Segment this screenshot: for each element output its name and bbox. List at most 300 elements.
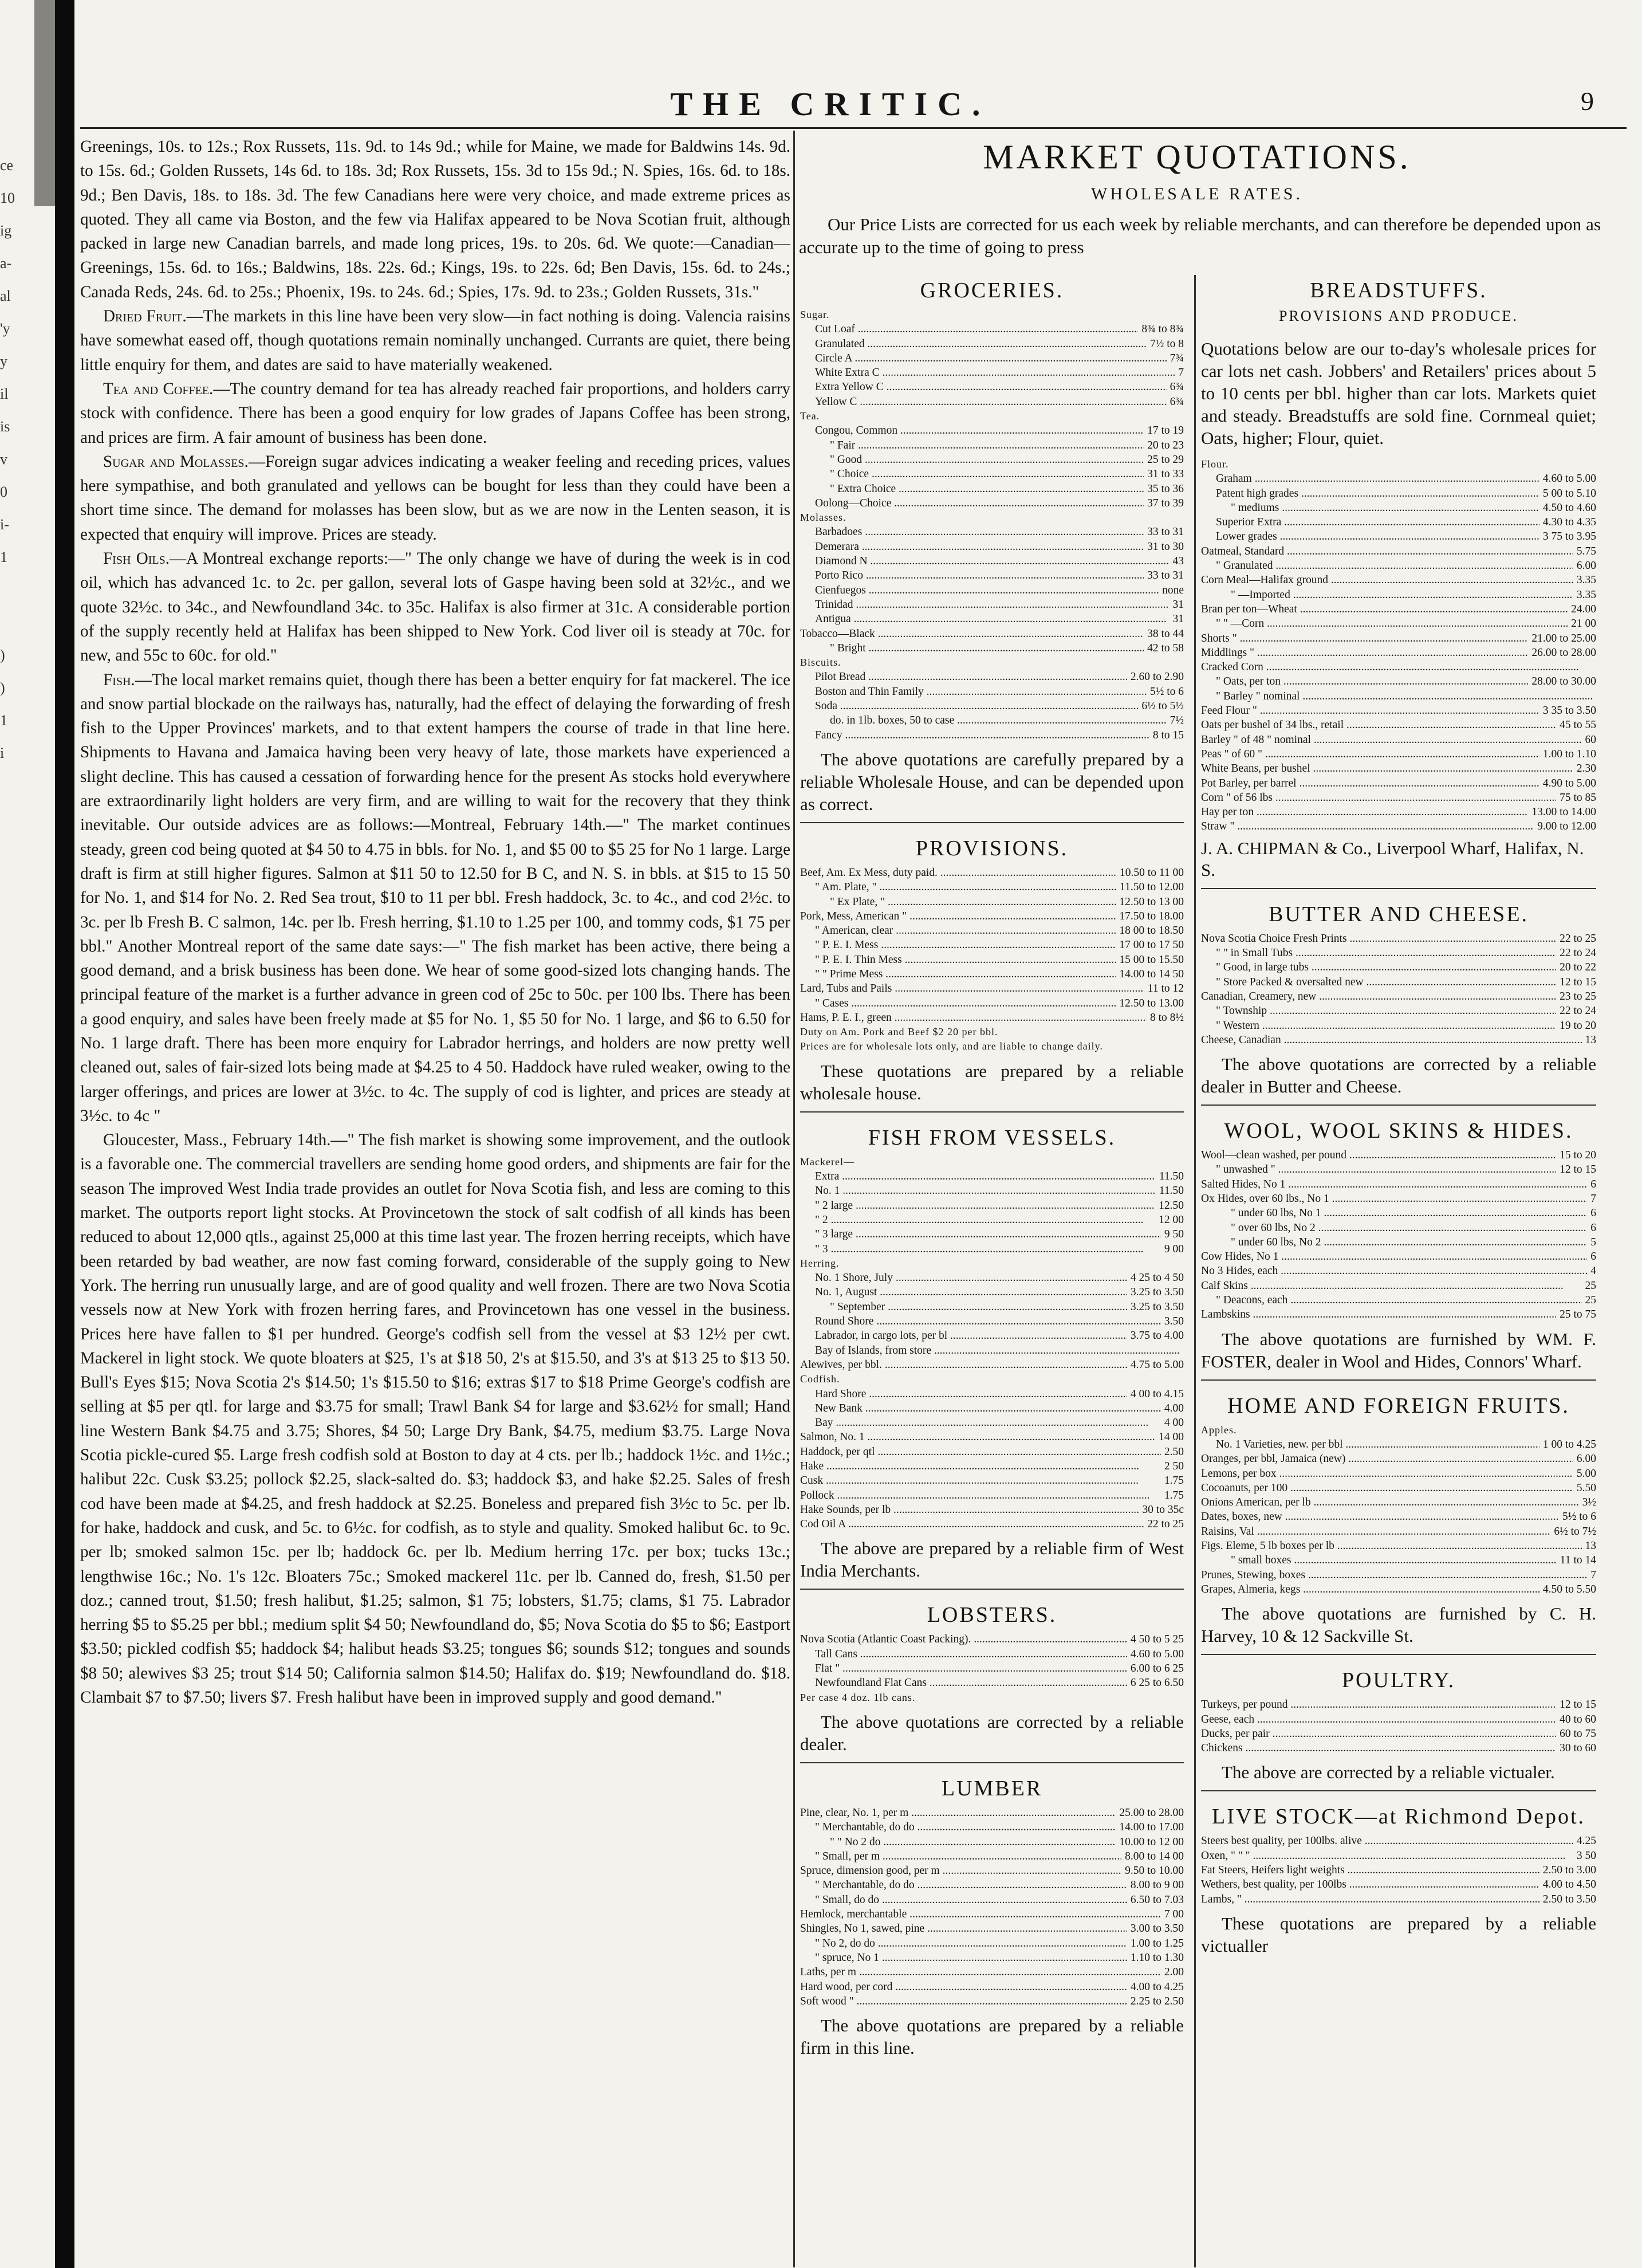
item-name: No. 1 ..... (800, 1184, 1156, 1198)
report-paragraph (80, 377, 790, 450)
item-price: 6 (1590, 1207, 1596, 1220)
price-row (1201, 1712, 1596, 1727)
breadstuffs-table (1201, 457, 1596, 834)
item-price: 4.60 to 5.00 (1542, 473, 1596, 485)
item-price: 22 to 24 (1560, 947, 1596, 960)
section-note: These quotations are prepared by a reliable wholesale house. (800, 1060, 1184, 1103)
section-note: The above are corrected by a reliable victualer. (1222, 1762, 1555, 1783)
item-name: Flat " ..... (800, 1661, 1127, 1676)
price-row (800, 1445, 1184, 1459)
item-name: Oxen, " " " ..... (1201, 1849, 1573, 1863)
item-price: 6 (1590, 1251, 1596, 1263)
item-name: Per case 4 doz. 1lb cans. (800, 1691, 916, 1703)
item-name: Barley " of 48 " nominal ..... (1201, 733, 1582, 747)
item-name: No. 1 Shore, July ..... (800, 1271, 1127, 1285)
item-price: 3.25 to 3.50 (1130, 1286, 1184, 1299)
section-title: LOBSTERS. (927, 1603, 1057, 1628)
price-row (800, 365, 1184, 380)
price-row (800, 1878, 1184, 1892)
price-row (1201, 1249, 1596, 1264)
price-row (1201, 1697, 1596, 1712)
item-name: Nova Scotia (Atlantic Coast Packing). ..... (800, 1632, 1127, 1646)
price-row (800, 1011, 1184, 1025)
item-price: 11.50 (1159, 1185, 1184, 1197)
divider (800, 1762, 1184, 1763)
item-price: 3.35 (1576, 574, 1596, 587)
item-name: " under 60 lbs, No 2 ..... (1201, 1235, 1587, 1249)
item-name: Congou, Common ..... (800, 423, 1144, 438)
item-price: 4 50 to 5 25 (1130, 1633, 1184, 1646)
price-row (1201, 1307, 1596, 1322)
price-row (1201, 1539, 1596, 1553)
item-name: " mediums ..... (1201, 501, 1539, 515)
margin-fragment: i- (0, 516, 9, 533)
paragraph-lead: Sugar and Molasses. (103, 452, 249, 471)
price-row (1201, 1553, 1596, 1567)
item-name: Prices are for wholesale lots only, and are liable to change daily. (800, 1040, 1103, 1052)
item-name: Lemons, per box ..... (1201, 1467, 1573, 1481)
item-name: Hemlock, merchantable ..... (800, 1907, 1161, 1921)
item-price: 25 (1585, 1294, 1596, 1307)
item-price: 13 (1585, 1540, 1596, 1552)
section-title: BUTTER AND CHEESE. (1268, 902, 1529, 926)
price-row (800, 1039, 1184, 1054)
price-row (800, 1980, 1184, 1994)
item-name: Salmon, No. 1 ..... (800, 1430, 1155, 1444)
item-name: " " No 2 do ..... (800, 1835, 1116, 1849)
groceries-table (800, 308, 1184, 742)
wholesaler-credit: J. A. CHIPMAN & Co., Liverpool Wharf, Halifax, N. S. (1201, 838, 1584, 880)
margin-fragment: 1 (0, 712, 7, 729)
price-row (800, 308, 1184, 322)
item-price: 30 to 35c (1142, 1503, 1184, 1516)
item-name: Lard, Tubs and Pails ..... (800, 981, 1144, 996)
item-name: " 2 ..... (800, 1213, 1155, 1227)
item-price: 9 00 (1164, 1243, 1184, 1255)
item-price: 4.00 (1164, 1402, 1184, 1414)
price-row (800, 866, 1184, 880)
item-name: Haddock, per qtl ..... (800, 1445, 1161, 1459)
item-price: 9.50 to 10.00 (1125, 1865, 1184, 1877)
price-row (1201, 1206, 1596, 1220)
item-name: " small boxes ..... (1201, 1553, 1557, 1567)
divider (1201, 888, 1596, 889)
item-name: Cusk ..... (800, 1473, 1161, 1488)
item-price: 12 to 15 (1560, 1164, 1596, 1176)
item-price: 4.90 to 5.00 (1542, 777, 1596, 789)
section-title: HOME AND FOREIGN FRUITS. (1227, 1393, 1570, 1418)
price-row (800, 510, 1184, 525)
masthead: THE CRITIC. (670, 85, 991, 123)
price-row (800, 1358, 1184, 1372)
section-note: These quotations are prepared by a reliable victualler (1201, 1913, 1596, 1956)
item-price: 1.00 to 1.10 (1542, 748, 1596, 760)
item-name: White Beans, per bushel ..... (1201, 761, 1573, 776)
price-row (1201, 1019, 1596, 1033)
price-row (1201, 674, 1596, 689)
item-price: 4.25 (1576, 1835, 1596, 1848)
item-price (1180, 409, 1184, 423)
price-row (800, 409, 1184, 423)
price-row (1201, 1510, 1596, 1524)
price-row (800, 1632, 1184, 1646)
item-price: 26.00 to 28.00 (1531, 646, 1596, 659)
item-price: 3½ (1582, 1496, 1596, 1509)
margin-fragment: il (0, 386, 9, 402)
price-row (800, 923, 1184, 938)
price-row (800, 1372, 1184, 1386)
lumber-section (800, 1776, 1184, 2059)
divider (800, 1111, 1184, 1113)
item-price: 7 (1178, 367, 1184, 379)
paragraph-text: Greenings, 10s. to 12s.; Rox Russets, 11s. 9d. to 14s 9d.; while for Maine, we made for Baldwins 14s. 9d. to 15s. 6d.; Golden Russets, 14s 6d. to 18s. 3d; Rox Russets, 15s. 3d to 15s 9d.; N. Spies, 16s. 6d. to 18s. 9d.; Ben Davis, 18s. to 18s. 3d. The few Canadians here were very choice, and made extreme prices as quoted. They all came via Boston, and the few via Halifax appeared to be Nova Scotian fruit, although packed in large new Canadian barrels, and made long prices, 19s. to 20s. 6d. We quote:—Canadian—Greenings, 15s. 6d. to 16s.; Baldwins, 18s. 22s. 6d.; Kings, 19s. to 22s. 6d; Ben Davis, 15s. 6d. to 24s.; Canada Reds, 24s. 6d. to 25s.; Phoenix, 19s. to 24s. 6d.; Spies, 17s. 9d. to 23s.; Golden Russets, 31s." (80, 137, 790, 301)
item-name: Hay per ton ..... (1201, 805, 1528, 819)
item-price: 11.50 (1159, 1170, 1184, 1183)
item-price: 13 (1585, 1033, 1596, 1046)
item-name: " Merchantable, do do ..... (800, 1878, 1127, 1892)
item-price: 37 to 39 (1147, 497, 1184, 509)
item-price: 2.60 to 2.90 (1130, 671, 1184, 683)
margin-fragment: ce (0, 157, 14, 174)
fish-vessels-table (800, 1155, 1184, 1532)
item-price: 3.35 (1576, 588, 1596, 601)
price-row (800, 568, 1184, 583)
item-name: Raisins, Val ..... (1201, 1524, 1550, 1539)
item-name: Cocoanuts, per 100 ..... (1201, 1481, 1573, 1495)
price-row (800, 627, 1184, 641)
price-row (800, 337, 1184, 351)
item-name: Turkeys, per pound ..... (1201, 1697, 1556, 1712)
price-row (1201, 761, 1596, 776)
item-name: Graham ..... (1201, 471, 1539, 486)
item-price: 6¾ (1170, 395, 1184, 408)
item-price: 2.50 to 3.50 (1542, 1893, 1596, 1905)
item-price: 3 35 to 3.50 (1542, 705, 1596, 717)
item-price: 5.50 (1576, 1481, 1596, 1494)
price-row (800, 453, 1184, 467)
item-name: " Oats, per ton ..... (1201, 674, 1528, 689)
divider (1201, 1654, 1596, 1655)
price-row (1201, 960, 1596, 974)
item-price: 9.00 to 12.00 (1537, 820, 1596, 833)
price-row (1201, 501, 1596, 515)
price-row (1201, 819, 1596, 834)
price-row (1201, 1148, 1596, 1162)
price-row (1201, 931, 1596, 946)
price-row (800, 1401, 1184, 1416)
item-name: Beef, Am. Ex Mess, duty paid. ..... (800, 866, 1116, 880)
item-name: " " —Corn ..... (1201, 616, 1568, 631)
item-name: Labrador, in cargo lots, per bl ..... (800, 1328, 1127, 1343)
item-price: 11.50 to 12.00 (1120, 881, 1184, 894)
price-row (800, 496, 1184, 510)
price-row (800, 655, 1184, 670)
item-name: Apples. (1201, 1424, 1237, 1436)
margin-fragment (0, 835, 21, 867)
wool-section (1201, 1118, 1596, 1373)
butter-table (1201, 931, 1596, 1047)
item-name: " Small, per m ..... (800, 1849, 1121, 1864)
item-price: 31 (1172, 598, 1184, 611)
price-row (800, 1921, 1184, 1936)
item-name: Lambs, " ..... (1201, 1892, 1539, 1907)
price-row (1201, 559, 1596, 573)
report-paragraph (80, 304, 790, 377)
item-price: 31 (1172, 613, 1184, 626)
section-note: The above are prepared by a reliable firm of West India Merchants. (800, 1538, 1184, 1581)
item-price: 4.30 to 4.35 (1542, 516, 1596, 529)
item-name: " —Imported ..... (1201, 588, 1573, 602)
header-rule (80, 127, 1627, 129)
price-row (1201, 1235, 1596, 1249)
item-name: Cow Hides, No 1 ..... (1201, 1249, 1587, 1264)
margin-fragment: ) (0, 679, 5, 696)
price-row (1201, 989, 1596, 1004)
item-name: New Bank ..... (800, 1401, 1161, 1416)
item-name: Spruce, dimension good, per m ..... (800, 1864, 1121, 1878)
item-name: " Deacons, each ..... (1201, 1293, 1582, 1307)
price-row (800, 1893, 1184, 1907)
item-price: 4.50 to 4.60 (1542, 501, 1596, 514)
item-price: 42 to 58 (1147, 642, 1184, 654)
item-name: Hake ..... (800, 1459, 1161, 1473)
item-price: 24.00 (1571, 603, 1596, 615)
item-name: Tall Cans ..... (800, 1647, 1127, 1661)
margin-fragment: ) (0, 647, 5, 663)
price-row (800, 1806, 1184, 1820)
lumber-table (800, 1806, 1184, 2008)
item-price: 22 to 25 (1560, 932, 1596, 945)
item-price: 7½ (1170, 714, 1184, 727)
item-name: Granulated ..... (800, 337, 1147, 351)
item-price: 1.10 to 1.30 (1130, 1951, 1184, 1964)
item-price: 6.00 to 6 25 (1130, 1662, 1184, 1675)
fruits-table (1201, 1423, 1596, 1597)
paragraph-text: —The local market remains quiet, though there has been a better enquiry for fat mackerel. The ice and snow partial blockade on the railways has, naturally, had the effect of delaying the forwarding of fresh fish to the Upper Provinces' markets, and to that extent hampers the course of trade in that line here. Shipments to Havana and Jamaica having been very heavy of late, those markets have experienced a slight decline. This has caused a cessation of forwarding hence for the present As stocks hold everywhere are extraordinarily light holders are very firm, and are willing to wait for the recovery that they think inevitable. Our outside advices are as follows:—Montreal, February 14th.—" The market continues steady, green cod being quoted at $4 50 to 4.75 in bbls. for No. 1, and $5 00 to $5 25 for No 1 large. Large draft is firm at still higher figures. Salmon at $11 50 to 12.50 for B C, and N. S. in bbls. at $15 to 15 50 for No. 1, and $14 for No. 2. Red Sea trout, $10 to 11 per bbl. Fresh haddock, 3c. to 4c., and cod 2½c. to 3c. per lb Fresh B. C salmon, 14c. per lb. Fresh herring, $1.10 to 1.25 per 100, and tommy cods, $1 75 per bbl." Another Montreal report of the same date says:—" The fish market has been active, there being a good demand, and a brisk business has been done. We hear of some good-sized lots changing hands. The principal feature of the market is a further advance in green cod of 25c to 50c. per 100 lbs. There has been a good enquiry, and sales have been freely made at $5 for No. 1, $5 50 for No. 1 large, and $6 to 6.50 for No. 1 large draft. There has been more enquiry for Labrador herrings, and holders are now pretty well cleaned out, sales of fair-sized lots being made at $4.25 to 4 50. Haddock have ruled weaker, owing to the larger offerings, and prices are lower at 3½c. to 4c. The supply of cod is lighter, and prices are steady at 3½c. to 4c " (80, 670, 790, 1125)
item-price: 25 to 75 (1560, 1308, 1596, 1321)
price-row (1201, 631, 1596, 646)
item-price: 20 to 23 (1147, 439, 1184, 451)
item-price (1180, 510, 1184, 525)
item-name: " unwashed " ..... (1201, 1162, 1556, 1177)
breadstuffs-intro: Quotations below are our to-day's wholesale prices for car lots net cash. Jobbers' and Retailers' prices about 5 to 10 cents per bbl. higher than car lots. Markets quiet and steady. Breadstuffs are sold fine. Cornmeal quiet; Oats, higher; Flour, quiet. (1201, 339, 1596, 448)
item-name: Duty on Am. Pork and Beef $2 20 per bbl. (800, 1026, 998, 1038)
price-row (800, 1285, 1184, 1299)
item-price: 7½ to 8 (1149, 337, 1184, 350)
item-price: 45 to 55 (1560, 719, 1596, 732)
price-row (800, 880, 1184, 894)
item-name: No 3 Hides, each ..... (1201, 1264, 1587, 1278)
item-price: 3.00 to 3.50 (1130, 1923, 1184, 1935)
item-price: 8¾ to 8¾ (1141, 323, 1184, 336)
item-name: Pilot Bread ..... (800, 670, 1127, 684)
item-price (1593, 689, 1596, 703)
right-column (1201, 278, 1596, 1957)
item-name: Oolong—Choice ..... (800, 496, 1144, 510)
item-name: Newfoundland Flat Cans ..... (800, 1676, 1127, 1690)
price-row (800, 1300, 1184, 1314)
provisions-table (800, 866, 1184, 1054)
breadstuffs-section (1201, 278, 1596, 881)
item-price: 8.00 to 14 00 (1125, 1850, 1184, 1862)
price-row (1201, 791, 1596, 805)
item-price: 5.00 (1576, 1467, 1596, 1480)
item-price: 28.00 to 30.00 (1531, 675, 1596, 688)
price-row (800, 1459, 1184, 1473)
item-price: 12.50 (1159, 1199, 1184, 1212)
price-row (1201, 718, 1596, 732)
paragraph-text: —A Montreal exchange reports:—" The only change we have of during the week is in cod oil, which has advanced 1c. to 2c. per gallon, several lots of Gaspe having been sold at 32½c., and we quote 32½c. to 34c., and Newfoundland 34c. to 35c. Halifax is also firmer at 31c. A considerable portion of the supply recently held at Halifax has been shipped to New York. Cod liver oil is steady at 70c. for new, and 55c to 60c. for old." (80, 549, 790, 665)
price-row (800, 1994, 1184, 2008)
price-row (800, 351, 1184, 365)
item-price: 2 50 (1164, 1460, 1184, 1472)
item-price: 11 to 12 (1147, 982, 1184, 995)
item-price (1180, 1691, 1184, 1705)
item-name: Round Shore ..... (800, 1314, 1161, 1328)
divider (1201, 1790, 1596, 1791)
item-name: " " in Small Tubs ..... (1201, 946, 1556, 960)
section-note: The above quotations are corrected by a reliable dealer in Butter and Cheese. (1201, 1054, 1596, 1097)
item-name: " over 60 lbs, No 2 ..... (1201, 1221, 1587, 1235)
item-price (1180, 1256, 1184, 1271)
middle-column (800, 278, 1184, 2059)
item-price: 7¾ (1170, 352, 1184, 364)
price-row (1201, 1452, 1596, 1466)
item-price: 6¾ (1170, 381, 1184, 394)
item-price: 5 00 to 5.10 (1542, 487, 1596, 500)
item-name: Mackerel— (800, 1155, 855, 1168)
item-name: Sugar. (800, 309, 830, 320)
paragraph-text: Gloucester, Mass., February 14th.—" The fish market is showing some improvement, and the outlook is a favorable one. The commercial travellers are sending home good orders, and shipments are fair for the season The improved West India trade provides an outlet for Nova Scotia fish, and less are coming to this market. The outports report light stocks. At Provincetown the stock of salt codfish of all kinds has been reduced to about 12,000 qtls., against 25,000 at this time last year. The frozen herring receipts, which have been retarded by bad weather, are now fast coming forward, considerable of the supply going to New York. The herring run unusually large, and are of good quality and well frozen. There are two Nova Scotia vessels now at New York with frozen herring fares, and Provincetown has one vessel in the business. Prices here have fallen to $1 per hundred. George's codfish sell from the vessel at $3 12½ per cwt. Mackerel in light stock. We quote bloaters at $25, 1's at $18 50, 2's at $15.50, and 3's at $13 25 to $13 50. Bull's Eyes $15; Nova Scotia 2's $14.50; 1's $15.50 to $16; extras $17 to $18 Prime George's codfish are selling at $5 per qtl. for large and $3.75 for small; Trawl Bank $4 for large and $3.62½ for small; Hand line Western Bank $4.75 and 3.75; Shores, $4 50; Large Dry Bank, $4.75, medium $3.75. Large Nova Scotia pickle-cured $5. Large fresh codfish sold at Boston to day at 4 cts. per lb.; haddock 1½c. and 1½c.; halibut 22c. Cusk $3.25; pollock $2.25, slack-salted do. $3; haddock $3, and hake $2.25. Sales of fresh cod have been made at $4.25, and fresh haddock at $2.25. Boneless and prepared fish 3½c to 5c. per lb. for hake, haddock and cusk, and 5c. to 6½c. for codfish, as to style and quality. Smoked halibut 6c. to 9c. per lb; smoked salmon 15c. per lb; haddock 6c. per lb. Medium herring 17c. per box; tucks 13c.; lengthwise 16c.; No. 1's 12c. Bloaters 75c.; Smoked mackerel 11c. per lb. Canned do, fresh, $1.50 per doz.; canned trout, $1.50; fresh halibut, $1.25; salmon, $1 75; lobsters, $1.75; clams, $1 75. Labrador herring $5 to $5.25 per bbl.; medium split $4 50; Newfoundland do, $5; Nova Scotia do $5 to $6; Eastport $3.50; pickled codfish $5; haddock $4; halibut heads $3.25; tongues $6; sounds $12; tongues and sounds $8 50; alewives $3 25; trout $14 50; California salmon $14.50; Halifax do. $19; Newfoundland do. $18. Clambait $7 to $7.50; livers $7. Fresh halibut have been in improved supply and good demand." (80, 1131, 790, 1707)
item-price: 4 00 (1164, 1417, 1184, 1429)
margin-fragment: is (0, 418, 10, 435)
item-price: 6.00 (1576, 560, 1596, 572)
price-row (800, 1184, 1184, 1198)
item-name: Barbadoes ..... (800, 525, 1144, 539)
price-row (800, 938, 1184, 952)
item-name: Hake Sounds, per lb ..... (800, 1503, 1139, 1517)
report-paragraph (80, 668, 790, 1129)
price-row (800, 380, 1184, 394)
item-name: Trinidad ..... (800, 598, 1170, 612)
fish-vessels-section (800, 1125, 1184, 1582)
item-name: " P. E. I. Mess ..... (800, 938, 1116, 952)
item-price: 8 to 8½ (1149, 1011, 1184, 1024)
item-name: Straw " ..... (1201, 819, 1534, 834)
item-price: 25 (1585, 1279, 1596, 1292)
price-row (1201, 1423, 1596, 1437)
item-name: Demerara ..... (800, 540, 1144, 554)
item-name: Wethers, best quality, per 100lbs ..... (1201, 1877, 1539, 1892)
item-name: Calf Skins ..... (1201, 1279, 1582, 1293)
item-name: Porto Rico ..... (800, 568, 1144, 583)
item-name: " 3 ..... (800, 1242, 1161, 1256)
item-price (1593, 457, 1596, 471)
item-name: Steers best quality, per 100lbs. alive ..... (1201, 1834, 1573, 1848)
item-name: Biscuits. (800, 657, 841, 669)
item-price: 5½ to 6 (1149, 685, 1184, 698)
section-note: The above quotations are corrected by a reliable dealer. (800, 1711, 1184, 1754)
price-row (1201, 1177, 1596, 1192)
price-row (800, 1473, 1184, 1488)
price-row (800, 467, 1184, 481)
item-name: Shorts " ..... (1201, 631, 1528, 646)
item-name: Circle A ..... (800, 351, 1167, 365)
margin-fragment: 10 (0, 190, 15, 206)
item-name: Cienfuegos ..... (800, 583, 1159, 598)
price-row (1201, 544, 1596, 559)
margin-fragment: 0 (0, 484, 7, 500)
item-name: " Granulated ..... (1201, 559, 1573, 573)
paragraph-lead: Fish Oils. (103, 549, 170, 568)
price-row (1201, 486, 1596, 501)
item-name: Patent high grades ..... (1201, 486, 1539, 501)
item-name: Cod Oil A ..... (800, 1517, 1144, 1531)
item-name: Wool—clean washed, per pound ..... (1201, 1148, 1556, 1162)
item-name: Pot Barley, per barrel ..... (1201, 776, 1539, 791)
item-price: 2.30 (1576, 762, 1596, 775)
price-row (800, 1242, 1184, 1256)
divider (800, 822, 1184, 823)
item-name: Alewives, per bbl. ..... (800, 1358, 1127, 1372)
item-price: 8 to 15 (1152, 729, 1184, 741)
section-title: WOOL, WOOL SKINS & HIDES. (1224, 1119, 1573, 1143)
item-name: " No 2, do do ..... (800, 1936, 1127, 1951)
item-name: " Western ..... (1201, 1019, 1556, 1033)
price-row (800, 423, 1184, 438)
item-price: 6 (1590, 1221, 1596, 1234)
price-row (800, 395, 1184, 409)
market-report-column (80, 135, 790, 1709)
margin-fragment: al (0, 288, 11, 304)
item-price: 6 25 to 6.50 (1130, 1677, 1184, 1689)
item-price: 3 50 (1576, 1849, 1596, 1862)
item-price: 1.75 (1164, 1475, 1184, 1487)
section-title: LIVE STOCK—at Richmond Depot. (1211, 1805, 1586, 1829)
item-price: 11 to 14 (1560, 1554, 1596, 1567)
price-row (1201, 1892, 1596, 1907)
item-name: Feed Flour " ..... (1201, 703, 1539, 718)
item-price: 5.75 (1576, 545, 1596, 557)
item-name: No. 1, August ..... (800, 1285, 1127, 1299)
price-row (1201, 703, 1596, 718)
item-price: 15 00 to 15.50 (1119, 953, 1184, 966)
item-name: Dates, boxes, new ..... (1201, 1510, 1559, 1524)
item-price: 6.50 to 7.03 (1130, 1893, 1184, 1906)
item-name: " 2 large ..... (800, 1198, 1155, 1213)
poultry-table (1201, 1697, 1596, 1755)
price-row (800, 1864, 1184, 1878)
item-name: No. 1 Varieties, new. per bbl ..... (1201, 1437, 1539, 1452)
item-price: 6 (1590, 1178, 1596, 1190)
item-name: " 3 large ..... (800, 1227, 1161, 1241)
item-name: Tobacco—Black ..... (800, 627, 1144, 641)
item-name: " American, clear ..... (800, 923, 1116, 938)
price-row (1201, 1481, 1596, 1495)
item-price: 4.00 to 4.25 (1130, 1980, 1184, 1993)
price-row (800, 612, 1184, 626)
price-row (1201, 1834, 1596, 1848)
price-row (1201, 1162, 1596, 1177)
price-row (800, 685, 1184, 699)
price-row (1201, 1495, 1596, 1510)
item-price: 21 00 (1571, 618, 1596, 630)
price-row (800, 1343, 1184, 1358)
item-name: Soda ..... (800, 699, 1138, 713)
margin-fragment (0, 573, 21, 606)
item-name: " Bright ..... (800, 641, 1144, 655)
item-name: " Barley " nominal ..... (1201, 689, 1593, 703)
